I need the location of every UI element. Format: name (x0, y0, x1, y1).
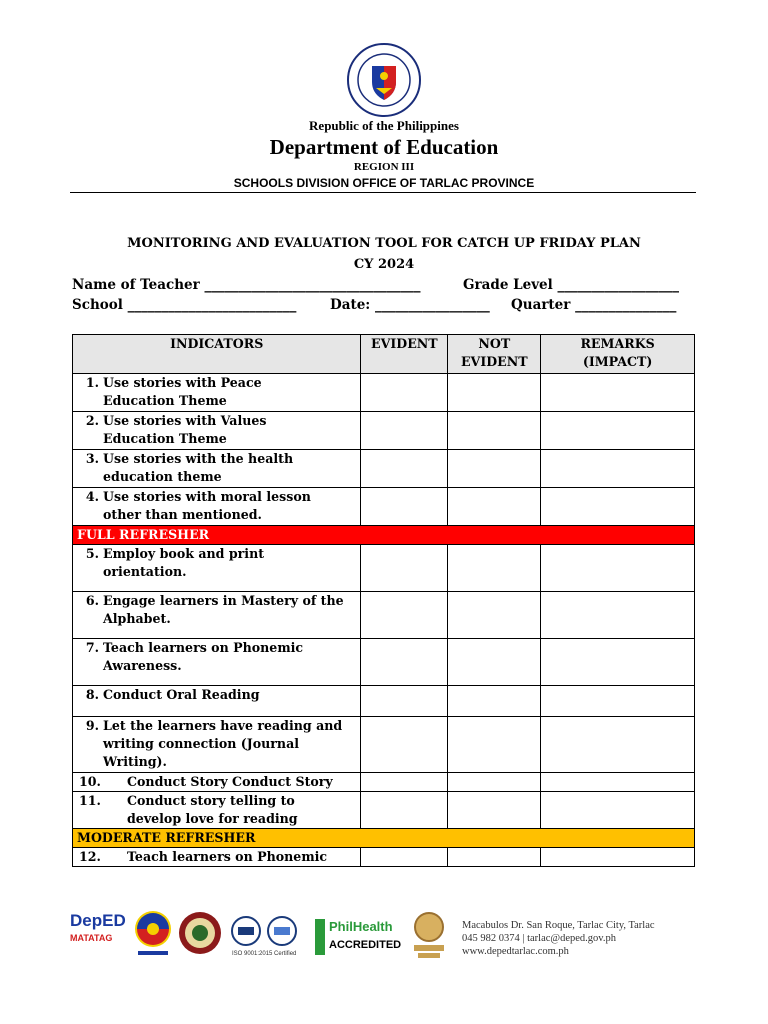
indicator-text (103, 639, 303, 675)
evident-cell[interactable] (361, 773, 448, 792)
contact-block (462, 919, 655, 958)
table-row (73, 848, 695, 867)
indicator-line: develop love for reading (127, 811, 298, 826)
evident-cell[interactable] (361, 374, 448, 412)
indicator-line: Use stories with moral lesson (103, 489, 311, 504)
indicator-line: Conduct Story Conduct Story (127, 774, 333, 789)
name-of-teacher-field[interactable]: Name of Teacher ________________________________ (72, 277, 421, 293)
indicator-line: Use stories with the health (103, 451, 294, 466)
school-field[interactable]: School _________________________ (72, 297, 297, 313)
indicator-text (103, 488, 311, 524)
indicator-text (103, 450, 293, 486)
indicator-line: Writing). (103, 754, 167, 769)
indicator-number: 5. (85, 546, 99, 561)
indicator-line: other than mentioned. (103, 507, 262, 522)
not-evident-cell[interactable] (448, 450, 541, 488)
table-row (73, 792, 695, 829)
indicator-text (127, 848, 327, 866)
quarter-field[interactable]: Quarter _______________ (511, 297, 677, 313)
not-evident-cell[interactable] (448, 374, 541, 412)
indicator-line: Use stories with Values (103, 413, 267, 428)
indicator-number: 9. (85, 718, 99, 733)
indicator-cell (73, 792, 361, 829)
footer (70, 905, 698, 965)
deped-matatag-logo-icon: DepED MATATAG (70, 911, 126, 943)
table-header-row (73, 335, 695, 374)
indicator-number: 8. (85, 687, 99, 702)
header-divider (70, 192, 696, 193)
evident-cell[interactable] (361, 848, 448, 867)
indicator-line: Teach learners on Phonemic (103, 640, 304, 655)
indicator-line: Use stories with Peace (103, 375, 262, 390)
indicator-number: 7. (85, 640, 99, 655)
address-text: Macabulos Dr. San Roque, Tarlac City, Tarlac (462, 920, 655, 931)
remarks-cell[interactable] (541, 488, 695, 526)
phone-email-text[interactable]: 045 982 0374 | tarlac@deped.gov.ph (462, 933, 616, 944)
indicator-cell (73, 488, 361, 526)
evident-cell[interactable] (361, 545, 448, 592)
evident-cell[interactable] (361, 412, 448, 450)
section-row (73, 829, 695, 848)
not-evident-cell[interactable] (448, 488, 541, 526)
indicator-line: Alphabet. (103, 611, 171, 626)
evident-header: EVIDENT (361, 335, 448, 374)
remarks-cell[interactable] (541, 686, 695, 717)
indicator-number: 12. (79, 849, 101, 864)
indicator-line: orientation. (103, 564, 187, 579)
indicator-number: 3. (85, 451, 99, 466)
indicator-line: education theme (103, 469, 222, 484)
indicator-cell (73, 545, 361, 592)
table-row (73, 488, 695, 526)
indicator-line: Teach learners on Phonemic (127, 849, 328, 864)
indicator-line: Education Theme (103, 431, 227, 446)
indicator-line: Let the learners have reading and (103, 718, 343, 733)
evident-cell[interactable] (361, 592, 448, 639)
remarks-cell[interactable] (541, 545, 695, 592)
indicator-cell (73, 450, 361, 488)
table-row (73, 545, 695, 592)
not-evident-cell[interactable] (448, 639, 541, 686)
calendar-year: CY 2024 (353, 257, 415, 272)
table-row (73, 717, 695, 773)
indicator-text (103, 545, 264, 581)
indicator-cell (73, 374, 361, 412)
indicator-text (127, 773, 333, 791)
indicator-cell (73, 639, 361, 686)
not-evident-cell[interactable] (448, 792, 541, 829)
indicator-number: 4. (85, 489, 99, 504)
not-evident-header: NOT EVIDENT (448, 335, 541, 374)
not-evident-cell[interactable] (448, 592, 541, 639)
indicator-cell (73, 773, 361, 792)
not-evident-cell[interactable] (448, 717, 541, 773)
indicator-line: Employ book and print (103, 546, 265, 561)
not-evident-cell[interactable] (448, 848, 541, 867)
iso-caption: ISO 9001:2015 Certified (232, 951, 297, 957)
indicator-line: Conduct story telling to (127, 793, 295, 808)
remarks-cell[interactable] (541, 773, 695, 792)
section-label: FULL REFRESHER (73, 526, 695, 545)
remarks-header: REMARKS (IMPACT) (541, 335, 695, 374)
indicator-cell (73, 717, 361, 773)
indicators-header: INDICATORS (73, 335, 361, 374)
website-link[interactable]: www.depedtarlac.com.ph (462, 946, 569, 957)
not-evident-cell[interactable] (448, 773, 541, 792)
table-row (73, 412, 695, 450)
indicator-line: Engage learners in Mastery of the (103, 593, 344, 608)
sdo-tarlac-seal-icon (178, 909, 222, 959)
indicator-line: Conduct Oral Reading (103, 687, 260, 702)
indicator-line: writing connection (Journal (103, 736, 300, 751)
evident-cell[interactable] (361, 450, 448, 488)
division-line: SCHOOLS DIVISION OFFICE OF TARLAC PROVINCE (233, 176, 535, 190)
department-title: Department of Education (269, 135, 499, 159)
indicator-text (103, 717, 342, 771)
indicator-number: 2. (85, 413, 99, 428)
table-row (73, 639, 695, 686)
evident-cell[interactable] (361, 792, 448, 829)
indicator-line: Awareness. (103, 658, 182, 673)
section-row (73, 526, 695, 545)
remarks-cell[interactable] (541, 792, 695, 829)
evident-cell[interactable] (361, 686, 448, 717)
indicator-text (103, 412, 267, 448)
table-row (73, 773, 695, 792)
remarks-cell[interactable] (541, 848, 695, 867)
indicator-cell (73, 592, 361, 639)
table-row (73, 686, 695, 717)
indicator-cell (73, 412, 361, 450)
table-row (73, 374, 695, 412)
date-field[interactable]: Date: _________________ (330, 297, 490, 313)
bronze-level-prime-logo-icon (410, 911, 448, 961)
not-evident-cell[interactable] (448, 686, 541, 717)
not-evident-cell[interactable] (448, 412, 541, 450)
indicator-text (103, 374, 262, 410)
indicator-text (127, 792, 298, 828)
indicator-line: Education Theme (103, 393, 227, 408)
indicator-number: 6. (85, 593, 99, 608)
indicators-table (72, 334, 695, 867)
indicator-text (103, 686, 260, 704)
document-title: MONITORING AND EVALUATION TOOL FOR CATCH UP FRIDAY PLAN (127, 236, 641, 251)
indicator-number: 11. (79, 793, 101, 808)
remarks-cell[interactable] (541, 592, 695, 639)
remarks-cell[interactable] (541, 639, 695, 686)
section-label: MODERATE REFRESHER (73, 829, 695, 848)
republic-line: Republic of the Philippines (309, 118, 459, 133)
indicator-cell (73, 848, 361, 867)
indicator-number: 10. (79, 774, 101, 789)
evident-cell[interactable] (361, 488, 448, 526)
indicator-number: 1. (85, 375, 99, 390)
remarks-cell[interactable] (541, 450, 695, 488)
table-row (73, 450, 695, 488)
not-evident-cell[interactable] (448, 545, 541, 592)
deped-seal-icon (346, 42, 422, 118)
region-line: REGION III (353, 161, 415, 173)
remarks-cell[interactable] (541, 374, 695, 412)
remarks-cell[interactable] (541, 717, 695, 773)
philhealth-accredited-logo-icon: PhilHealth ACCREDITED (315, 915, 405, 959)
indicator-text (103, 592, 344, 628)
bagong-pilipinas-logo-icon (132, 909, 174, 959)
remarks-cell[interactable] (541, 412, 695, 450)
grade-level-field[interactable]: Grade Level __________________ (463, 277, 679, 293)
indicator-cell (73, 686, 361, 717)
table-row (73, 592, 695, 639)
evident-cell[interactable] (361, 639, 448, 686)
evident-cell[interactable] (361, 717, 448, 773)
